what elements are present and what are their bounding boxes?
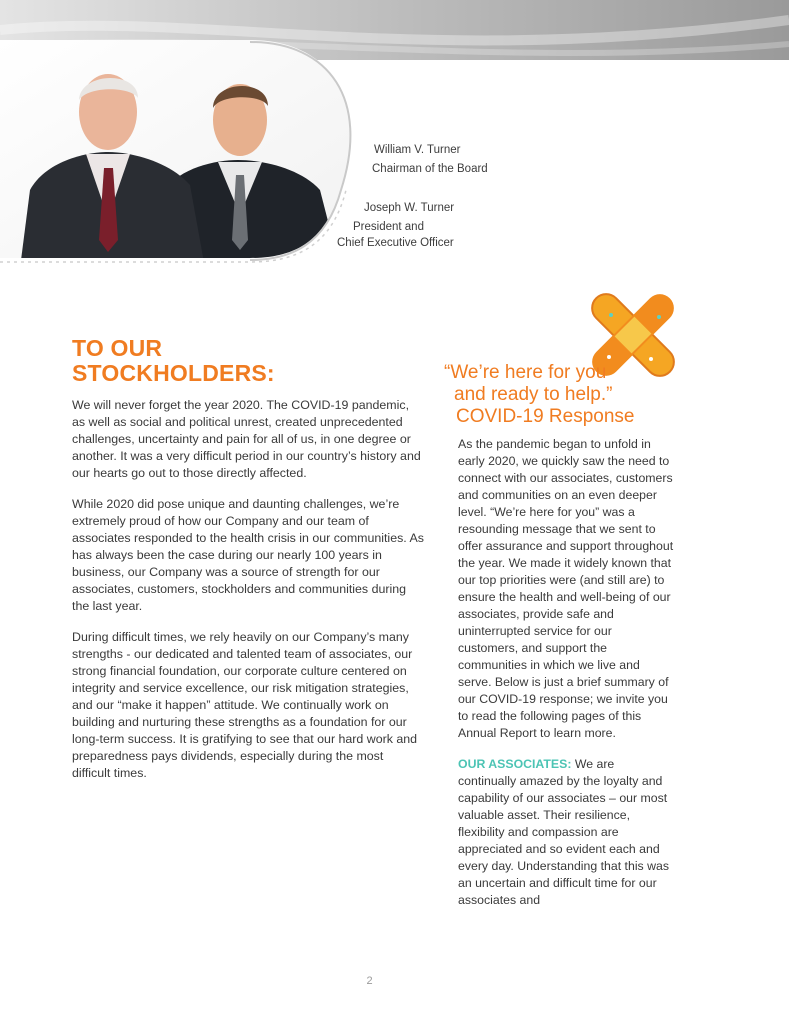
page-number: 2 — [366, 975, 373, 987]
chairman-name: William V. Turner — [374, 144, 461, 156]
quote-line-2: and ready to help.” — [454, 384, 613, 405]
heading-line-1: TO OUR — [72, 335, 163, 361]
letter-body — [72, 397, 424, 796]
executives-photo — [0, 40, 360, 268]
associates-text: We are continually amazed by the loyalty and capability of our associates – our most valuable asset. Their resilience, flexibility and compassion are appreciated and so evident each and every day. Understanding that this was an uncertain and difficult time for our associates and — [458, 757, 669, 907]
quote-line-1: “We’re here for you — [444, 362, 607, 383]
associates-lead: OUR ASSOCIATES: — [458, 757, 572, 771]
ceo-name: Joseph W. Turner — [364, 202, 455, 214]
ceo-title-line1: President and — [353, 221, 424, 233]
letter-paragraph-3: During difficult times, we rely heavily on our Company’s many strengths - our dedicated and talented team of associates, our strong financial foundation, our corporate culture centered on integrity and service excellence, our risk mitigation strategies, and our “make it happen” attitude. We continually work on building and nurturing these strengths as a foundation for our long-term success. It is gratifying to see that our hard work and preparedness pays dividends, especially during the most difficult times. — [72, 630, 418, 780]
letter-heading — [72, 336, 275, 386]
response-body — [458, 436, 674, 923]
pull-quote — [444, 362, 684, 428]
response-intro: As the pandemic began to unfold in early 2020, we quickly saw the need to connect with our associates, customers and communities on an even deeper level. “We’re here for you” was a resounding message that we sent to offer assurance and support throughout the year. We made it widely known that our top priorities were (and still are) to ensure the health and well-being of our associates, provide safe and uninterrupted service for our customers, and support the communities in which we live and serve. Below is just a brief summary of our COVID-19 response; we invite you to read the following pages of this Annual Report to learn more. — [458, 437, 674, 740]
ceo-title-line2: Chief Executive Officer — [337, 237, 454, 249]
letter-paragraph-1: We will never forget the year 2020. The COVID-19 pandemic, as well as social and political unrest, created unprecedented challenges, uncertainty and pain for all of us, in one degree or another. It was a very difficult period in our country’s history and our hearts go out to those directly affected. — [72, 398, 421, 480]
heading-line-2: STOCKHOLDERS: — [72, 360, 275, 386]
quote-line-3: COVID-19 Response — [456, 406, 635, 427]
letter-paragraph-2: While 2020 did pose unique and daunting challenges, we’re extremely proud of how our Company and our team of associates responded to the health crisis in our communities. As has always been the case during our nearly 100 years in business, our Company was a source of strength for our associates, customers, stockholders and communities during the last year. — [72, 497, 424, 613]
chairman-title: Chairman of the Board — [372, 163, 488, 175]
associates-paragraph — [458, 756, 674, 909]
